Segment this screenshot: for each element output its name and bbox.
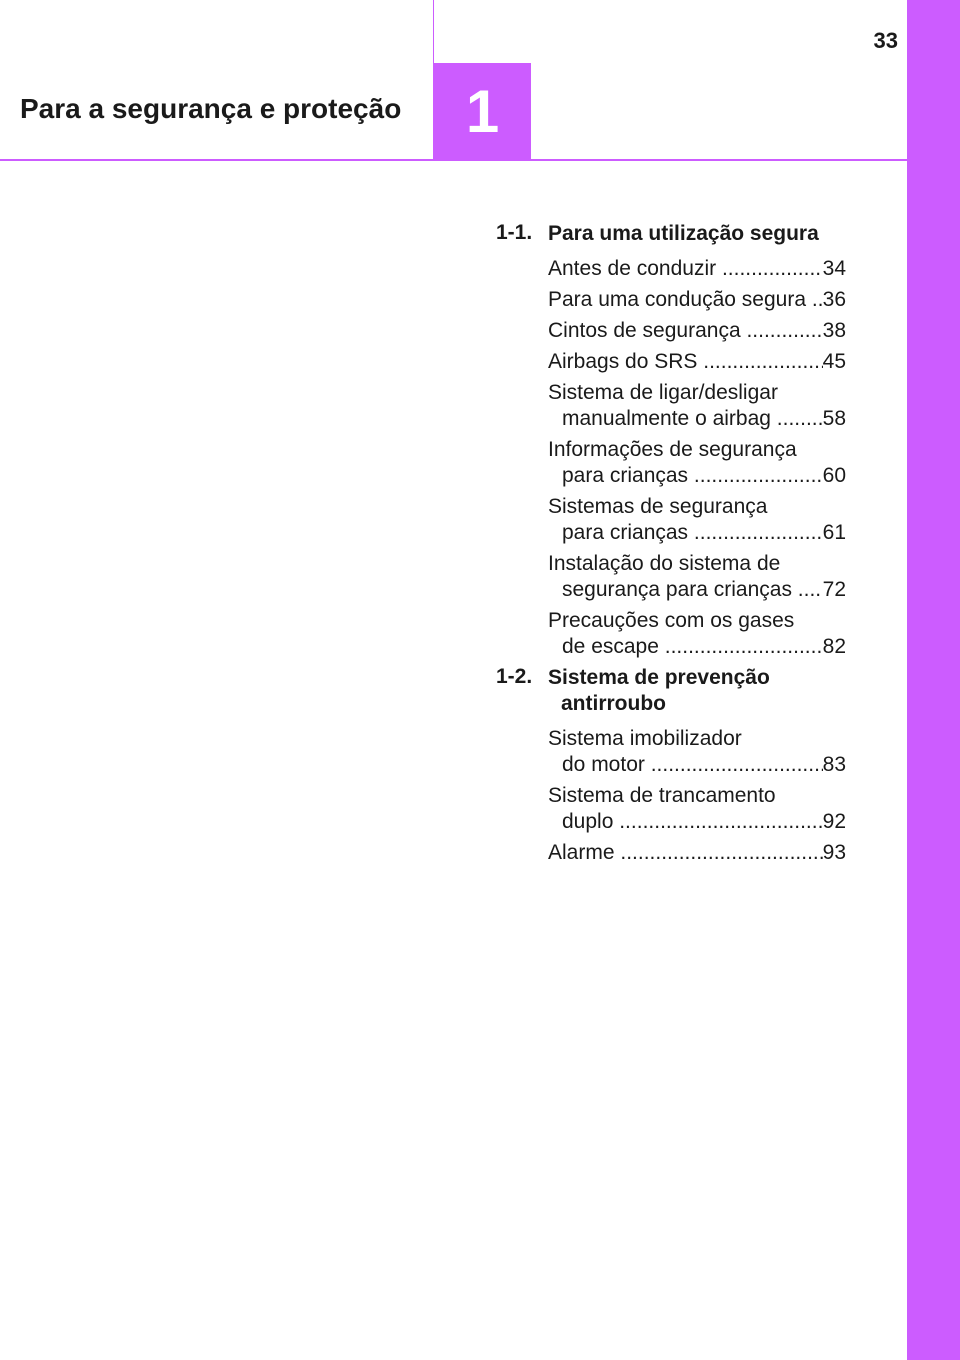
toc-section-title: Para uma utilização segura xyxy=(548,222,819,245)
page-number: 33 xyxy=(873,28,898,53)
toc-item-text: Airbags do SRS ..... xyxy=(548,349,823,375)
toc-item-text: para crianças ..... xyxy=(562,520,823,546)
table-of-contents xyxy=(496,221,846,871)
toc-item-line1: Sistema de ligar/desligar xyxy=(548,381,778,404)
toc-section-1-2[interactable] xyxy=(496,665,846,717)
toc-item-text: Alarme ..... xyxy=(548,840,823,866)
toc-item-page: 93 xyxy=(822,841,846,864)
toc-item-page: 82 xyxy=(822,635,846,658)
toc-item[interactable] xyxy=(548,726,846,778)
toc-item[interactable] xyxy=(548,349,846,375)
toc-item-line1: Sistema de trancamento xyxy=(548,784,776,807)
toc-item-page: 45 xyxy=(822,350,846,373)
toc-item-text: do motor ..... xyxy=(562,752,823,778)
toc-item-page: 61 xyxy=(822,521,846,544)
chapter-side-tab xyxy=(907,0,960,1360)
toc-item[interactable] xyxy=(548,437,846,489)
toc-item-page: 58 xyxy=(822,407,846,430)
toc-item-text: segurança para crianças ..... xyxy=(562,577,823,603)
toc-item-text: Antes de conduzir ..... xyxy=(548,256,823,282)
toc-item-line1: Sistema imobilizador xyxy=(548,727,742,750)
toc-items-1-2 xyxy=(548,726,846,866)
toc-items-1-1 xyxy=(548,256,846,660)
toc-item[interactable] xyxy=(548,287,846,313)
toc-item[interactable] xyxy=(548,380,846,432)
toc-item-page: 83 xyxy=(822,753,846,776)
toc-item-page: 72 xyxy=(822,578,846,601)
toc-section-title-line2: antirroubo xyxy=(561,692,666,715)
toc-item-text: para crianças ..... xyxy=(562,463,823,489)
toc-item-line1: Precauções com os gases xyxy=(548,609,795,632)
toc-item-page: 60 xyxy=(822,464,846,487)
toc-item-page: 36 xyxy=(822,288,846,311)
toc-item[interactable] xyxy=(548,551,846,603)
toc-item[interactable] xyxy=(548,783,846,835)
toc-item-text: duplo ..... xyxy=(562,809,823,835)
toc-item-page: 38 xyxy=(822,319,846,342)
toc-item[interactable] xyxy=(548,608,846,660)
toc-item-line1: Instalação do sistema de xyxy=(548,552,781,575)
toc-section-title xyxy=(548,665,770,717)
toc-item[interactable] xyxy=(548,256,846,282)
chapter-number-box: 1 xyxy=(434,63,531,160)
toc-item-page: 34 xyxy=(822,257,846,280)
toc-item[interactable] xyxy=(548,318,846,344)
toc-item-page: 92 xyxy=(822,810,846,833)
toc-section-title-line1: Sistema de prevenção xyxy=(548,666,770,689)
toc-item-text: de escape ..... xyxy=(562,634,823,660)
toc-item[interactable] xyxy=(548,840,846,866)
toc-item-text: Cintos de segurança ..... xyxy=(548,318,823,344)
toc-item-line1: Sistemas de segurança xyxy=(548,495,768,518)
toc-item-text: Para uma condução segura ..... xyxy=(548,287,823,313)
toc-section-number: 1-1. xyxy=(496,221,533,244)
toc-item-text: manualmente o airbag ..... xyxy=(562,406,823,432)
section-title: Para a segurança e proteção xyxy=(20,93,402,124)
toc-section-number: 1-2. xyxy=(496,665,533,688)
toc-item[interactable] xyxy=(548,494,846,546)
toc-item-line1: Informações de segurança xyxy=(548,438,797,461)
toc-section-1-1[interactable] xyxy=(496,221,846,247)
